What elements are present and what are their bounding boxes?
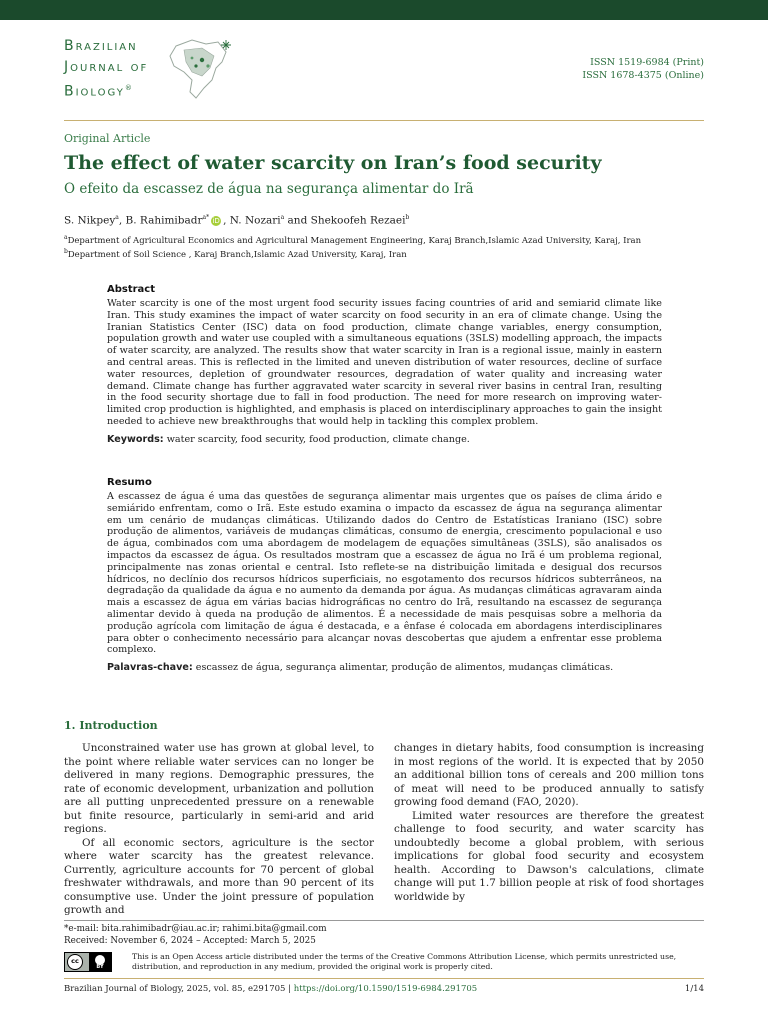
abstract-heading: Abstract	[107, 284, 156, 295]
issn-block	[582, 56, 704, 82]
journal-logo	[64, 36, 244, 106]
abstract-section	[107, 284, 662, 445]
introduction-heading: 1. Introduction	[64, 719, 158, 732]
palavras-chave: Palavras-chave: escassez de água, segurança alimentar, produção de alimentos, mudanças climáticas.	[107, 662, 614, 674]
article-title: The effect of water scarcity on Iran’s food security	[64, 152, 602, 174]
page-number: 1/14	[684, 984, 704, 994]
corresponding-email: *e-mail: bita.rahimibadr@iau.ac.ir; rahimi.bita@gmail.com	[64, 924, 327, 934]
author-list: S. Nikpey$^a$, B. Rahimibadr$^{a*}$ iD , N. Nozari$^a$ and Shekoofeh Rezaei$^b$	[64, 214, 410, 227]
author-1: S. Nikpey	[64, 214, 116, 227]
affiliation-b: $^b$Department of Soil Science , Karaj Branch,Islamic Azad University, Karaj, Iran	[64, 248, 407, 260]
top-color-bar	[0, 0, 768, 20]
footnote-divider	[64, 920, 704, 921]
paragraph: Limited water resources are therefore the greatest challenge to food security, and water scarcity has undoubtedly become a global problem, with serious implications for global food security and ecosystem health. According to Dawson's calculations, climate change will put 1.7 billion people at risk of food shortages worldwide by	[394, 809, 704, 903]
body-column-left	[64, 742, 374, 918]
keywords: Keywords: water scarcity, food security, food production, climate change.	[107, 433, 470, 445]
by-icon: BY	[89, 953, 111, 971]
logo-line-2: Journal of	[64, 59, 149, 75]
header-divider	[64, 120, 704, 121]
author-3: , N. Nozari	[223, 214, 281, 227]
orcid-icon[interactable]: iD	[212, 216, 220, 225]
cc-by-license-icon[interactable]	[64, 952, 112, 972]
author-4: and Shekoofeh Rezaei	[284, 214, 406, 227]
footer-citation: Brazilian Journal of Biology, 2025, vol. 85, e291705 | https://doi.org/10.1590/1519-6984.291705	[64, 984, 478, 994]
resumo-heading: Resumo	[107, 477, 152, 488]
abstract-text: Water scarcity is one of the most urgent food security issues facing countries of arid and semiarid climate like Iran. This study examines the impact of water scarcity on food security in an era of climate change. Using the Iranian Statistics Center (ISC) data on food production, climate change variables, energy consumption, population growth and water use coupled with a simultaneous equations (3SLS) modelling approach, the impacts of water scarcity, are analyzed. The results show that water scarcity in Iran is a regional issue, mainly in eastern and central areas. This is reflected in the limited and uneven distribution of water resources, decline of surface water resources, depletion of groundwater resources, degradation of water quality and increasing water demand. Climate change has further aggravated water scarcity in several river basins in central Iran, resulting in the food security shortage due to fall in food production. The need for more research on improving water-limited crop production is highlighted, and emphasis is placed on interdisciplinary approaches to gain the insight needed to achieve new breakthroughs that would help in tackling this complex problem.	[107, 298, 662, 427]
doi-link[interactable]: https://doi.org/10.1590/1519-6984.291705	[293, 984, 478, 994]
cc-icon: cc	[67, 954, 83, 970]
article-title-portuguese: O efeito da escassez de água na segurança alimentar do Irã	[64, 181, 474, 197]
received-accepted-dates: Received: November 6, 2024 – Accepted: March 5, 2025	[64, 936, 316, 946]
paragraph: changes in dietary habits, food consumption is increasing in most regions of the world. It is expected that by 2050 an additional billion tons of cereals and 200 million tons of meat will need to be produced annually to satisfy growing food demand (FAO, 2020).	[394, 742, 704, 808]
affiliation-a: $^a$Department of Agricultural Economics and Agricultural Management Engineering, Karaj Branch,Islamic Azad University, Karaj, Iran	[64, 234, 642, 246]
brazil-map-icon	[162, 36, 240, 102]
author-2: , B. Rahimibadr	[118, 214, 203, 227]
resumo-section	[107, 477, 662, 673]
body-column-right	[394, 742, 704, 904]
resumo-text: A escassez de água é uma das questões de segurança alimentar mais urgentes que os países de clima árido e semiárido enfrentam, como o Irã. Este estudo examina o impacto da escassez de água na segurança alimentar em um cenário de mudanças climáticas. Utilizando dados do Centro de Estatísticas Iraniano (ISC) sobre produção de alimentos, variáveis de mudanças climáticas, consumo de energia, crescimento populacional e uso de água, combinados com uma abordagem de modelagem de equações simultâneas (3SLS), são analisados os impactos da escassez de água. Os resultados mostram que a escassez de água no Irã é um problema regional, principalmente nas zonas oriental e central. Isto reflete-se na distribuição limitada e desigual dos recursos hídricos, no declínio dos recursos hídricos superficiais, no esgotamento dos recursos hídricos subterrâneos, na degradação da qualidade da água e no aumento da demanda por água. As mudanças climáticas agravaram ainda mais a escassez de água em várias bacias hidrográficas no centro do Irã, resultando na escassez de segurança alimentar devido à queda na produção de alimentos. É a necessidade de mais pesquisas sobre a melhoria da produção agrícola com limitação de água é destacada, e a ênfase é colocada em abordagens interdisciplinares para obter o conhecimento necessário para alcançar novas descobertas que ajudem a enfrentar esse problema complexo.	[107, 491, 662, 656]
issn-print: ISSN 1519-6984 (Print)	[590, 57, 704, 68]
paragraph: Unconstrained water use has grown at global level, to the point where reliable water services can no longer be delivered in many regions. Demographic pressures, the rate of economic development, urbanization and pollution are all putting unprecedented pressure on a renewable but finite resource, particularly in semi-arid and arid regions.	[64, 742, 374, 835]
issn-online: ISSN 1678-4375 (Online)	[582, 70, 704, 81]
article-type: Original Article	[64, 132, 151, 145]
footer-divider	[64, 978, 704, 979]
license-text: This is an Open Access article distributed under the terms of the Creative Commons Attribution License, which permits unrestricted use, distribution, and reproduction in any medium, provided the original work is properly cited.	[132, 952, 677, 971]
paragraph: Of all economic sectors, agriculture is the sector where water scarcity has the greatest relevance. Currently, agriculture accounts for 70 percent of global freshwater withdrawals, and more than 90 percent of its consumptive use. Under the joint pressure of population growth and	[64, 836, 374, 916]
logo-line-3: Biology®	[64, 83, 134, 100]
logo-line-1: Brazilian	[64, 38, 138, 54]
